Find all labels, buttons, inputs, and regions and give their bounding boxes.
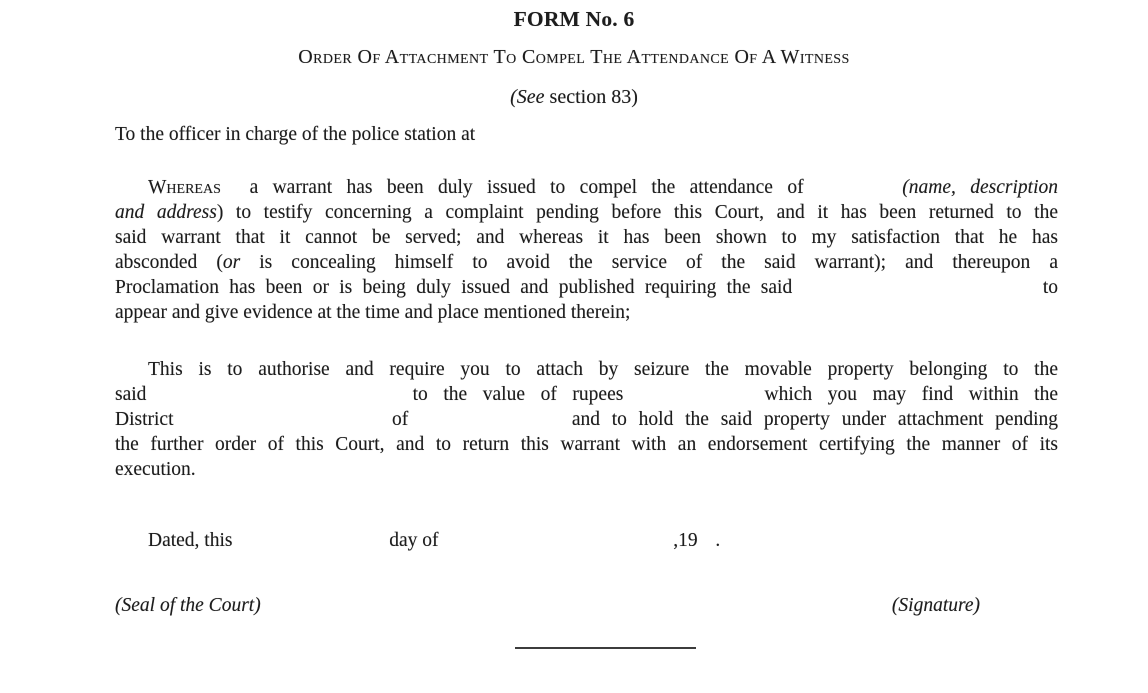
text-line xyxy=(115,357,1058,382)
line-text: ) to testify concerning a complaint pending before this Court, and it has been returned to the xyxy=(216,202,1058,223)
blank-field-month xyxy=(443,545,668,546)
line-text: the further order of this Court, and to return this warrant with an endorsement certifying the manner of its xyxy=(115,434,1058,455)
line-text: District xyxy=(115,409,174,430)
text-line xyxy=(115,432,1058,457)
text-line xyxy=(115,275,1058,300)
text-line xyxy=(115,250,1058,275)
blank-field-name xyxy=(162,399,397,400)
line-text: a warrant has been duly issued to compel the attendance of xyxy=(220,177,804,198)
text-line xyxy=(115,407,1058,432)
form-header xyxy=(0,6,1148,110)
italic-note: and address xyxy=(115,202,217,223)
year-prefix: ,19 xyxy=(673,530,698,551)
blank-field-district xyxy=(185,424,380,425)
text-line xyxy=(115,300,1058,325)
period: . xyxy=(715,530,721,551)
text-line xyxy=(115,225,1058,250)
line-text: execution. xyxy=(115,459,196,480)
text-line xyxy=(115,457,1058,482)
dated-label: Dated, this xyxy=(148,530,233,551)
line-text: Proclamation has been or is being duly issued and published requiring the said xyxy=(115,277,793,298)
line-text: This is to authorise and require you to attach by seizure the movable property belonging to the xyxy=(148,359,1058,380)
line-text: is concealing himself to avoid the service of the said warrant); and thereupon a xyxy=(259,252,1058,273)
text-line xyxy=(115,175,1058,200)
see-reference-italic: (See xyxy=(510,86,545,108)
line-text: said warrant that it cannot be served; and whereas it has been shown to my satisfaction that he has xyxy=(115,227,1058,248)
line-text: of xyxy=(392,409,409,430)
paragraph-whereas xyxy=(115,175,1058,325)
signature-rule xyxy=(515,647,696,649)
text-line xyxy=(115,200,1058,225)
line-text: appear and give evidence at the time and place mentioned therein; xyxy=(115,302,631,323)
text-line xyxy=(115,382,1058,407)
blank-field-of xyxy=(420,424,560,425)
whereas-word: Whereas xyxy=(148,177,221,198)
italic-note: (name, description xyxy=(902,177,1058,198)
form-subtitle: Order Of Attachment To Compel The Attendance Of A Witness xyxy=(298,46,850,68)
day-of-label: day of xyxy=(389,530,439,551)
line-text: said xyxy=(115,384,147,405)
section-number: section 83) xyxy=(549,86,638,108)
dated-line xyxy=(115,528,1058,553)
line-text: absconded ( xyxy=(115,252,223,273)
blank-field-name xyxy=(818,192,888,193)
blank-field-day xyxy=(237,545,384,546)
paragraph-authorise xyxy=(115,357,1058,482)
salutation-line: To the officer in charge of the police station at xyxy=(115,124,476,145)
section-reference xyxy=(0,85,1148,110)
line-text: to xyxy=(1042,277,1058,298)
blank-field-year xyxy=(703,545,711,546)
blank-field-rupees xyxy=(639,399,749,400)
footer-row xyxy=(115,593,1058,618)
seal-of-court-label: (Seal of the Court) xyxy=(115,595,261,616)
italic-or: or xyxy=(222,252,241,273)
signature-label: (Signature) xyxy=(891,595,980,616)
line-text: to the value of rupees xyxy=(412,384,624,405)
form-title: FORM No. 6 xyxy=(513,7,635,31)
line-text: and to hold the said property under attachment pending xyxy=(571,409,1058,430)
line-text: which you may find within the xyxy=(764,384,1059,405)
blank-field-witness xyxy=(803,292,1033,293)
